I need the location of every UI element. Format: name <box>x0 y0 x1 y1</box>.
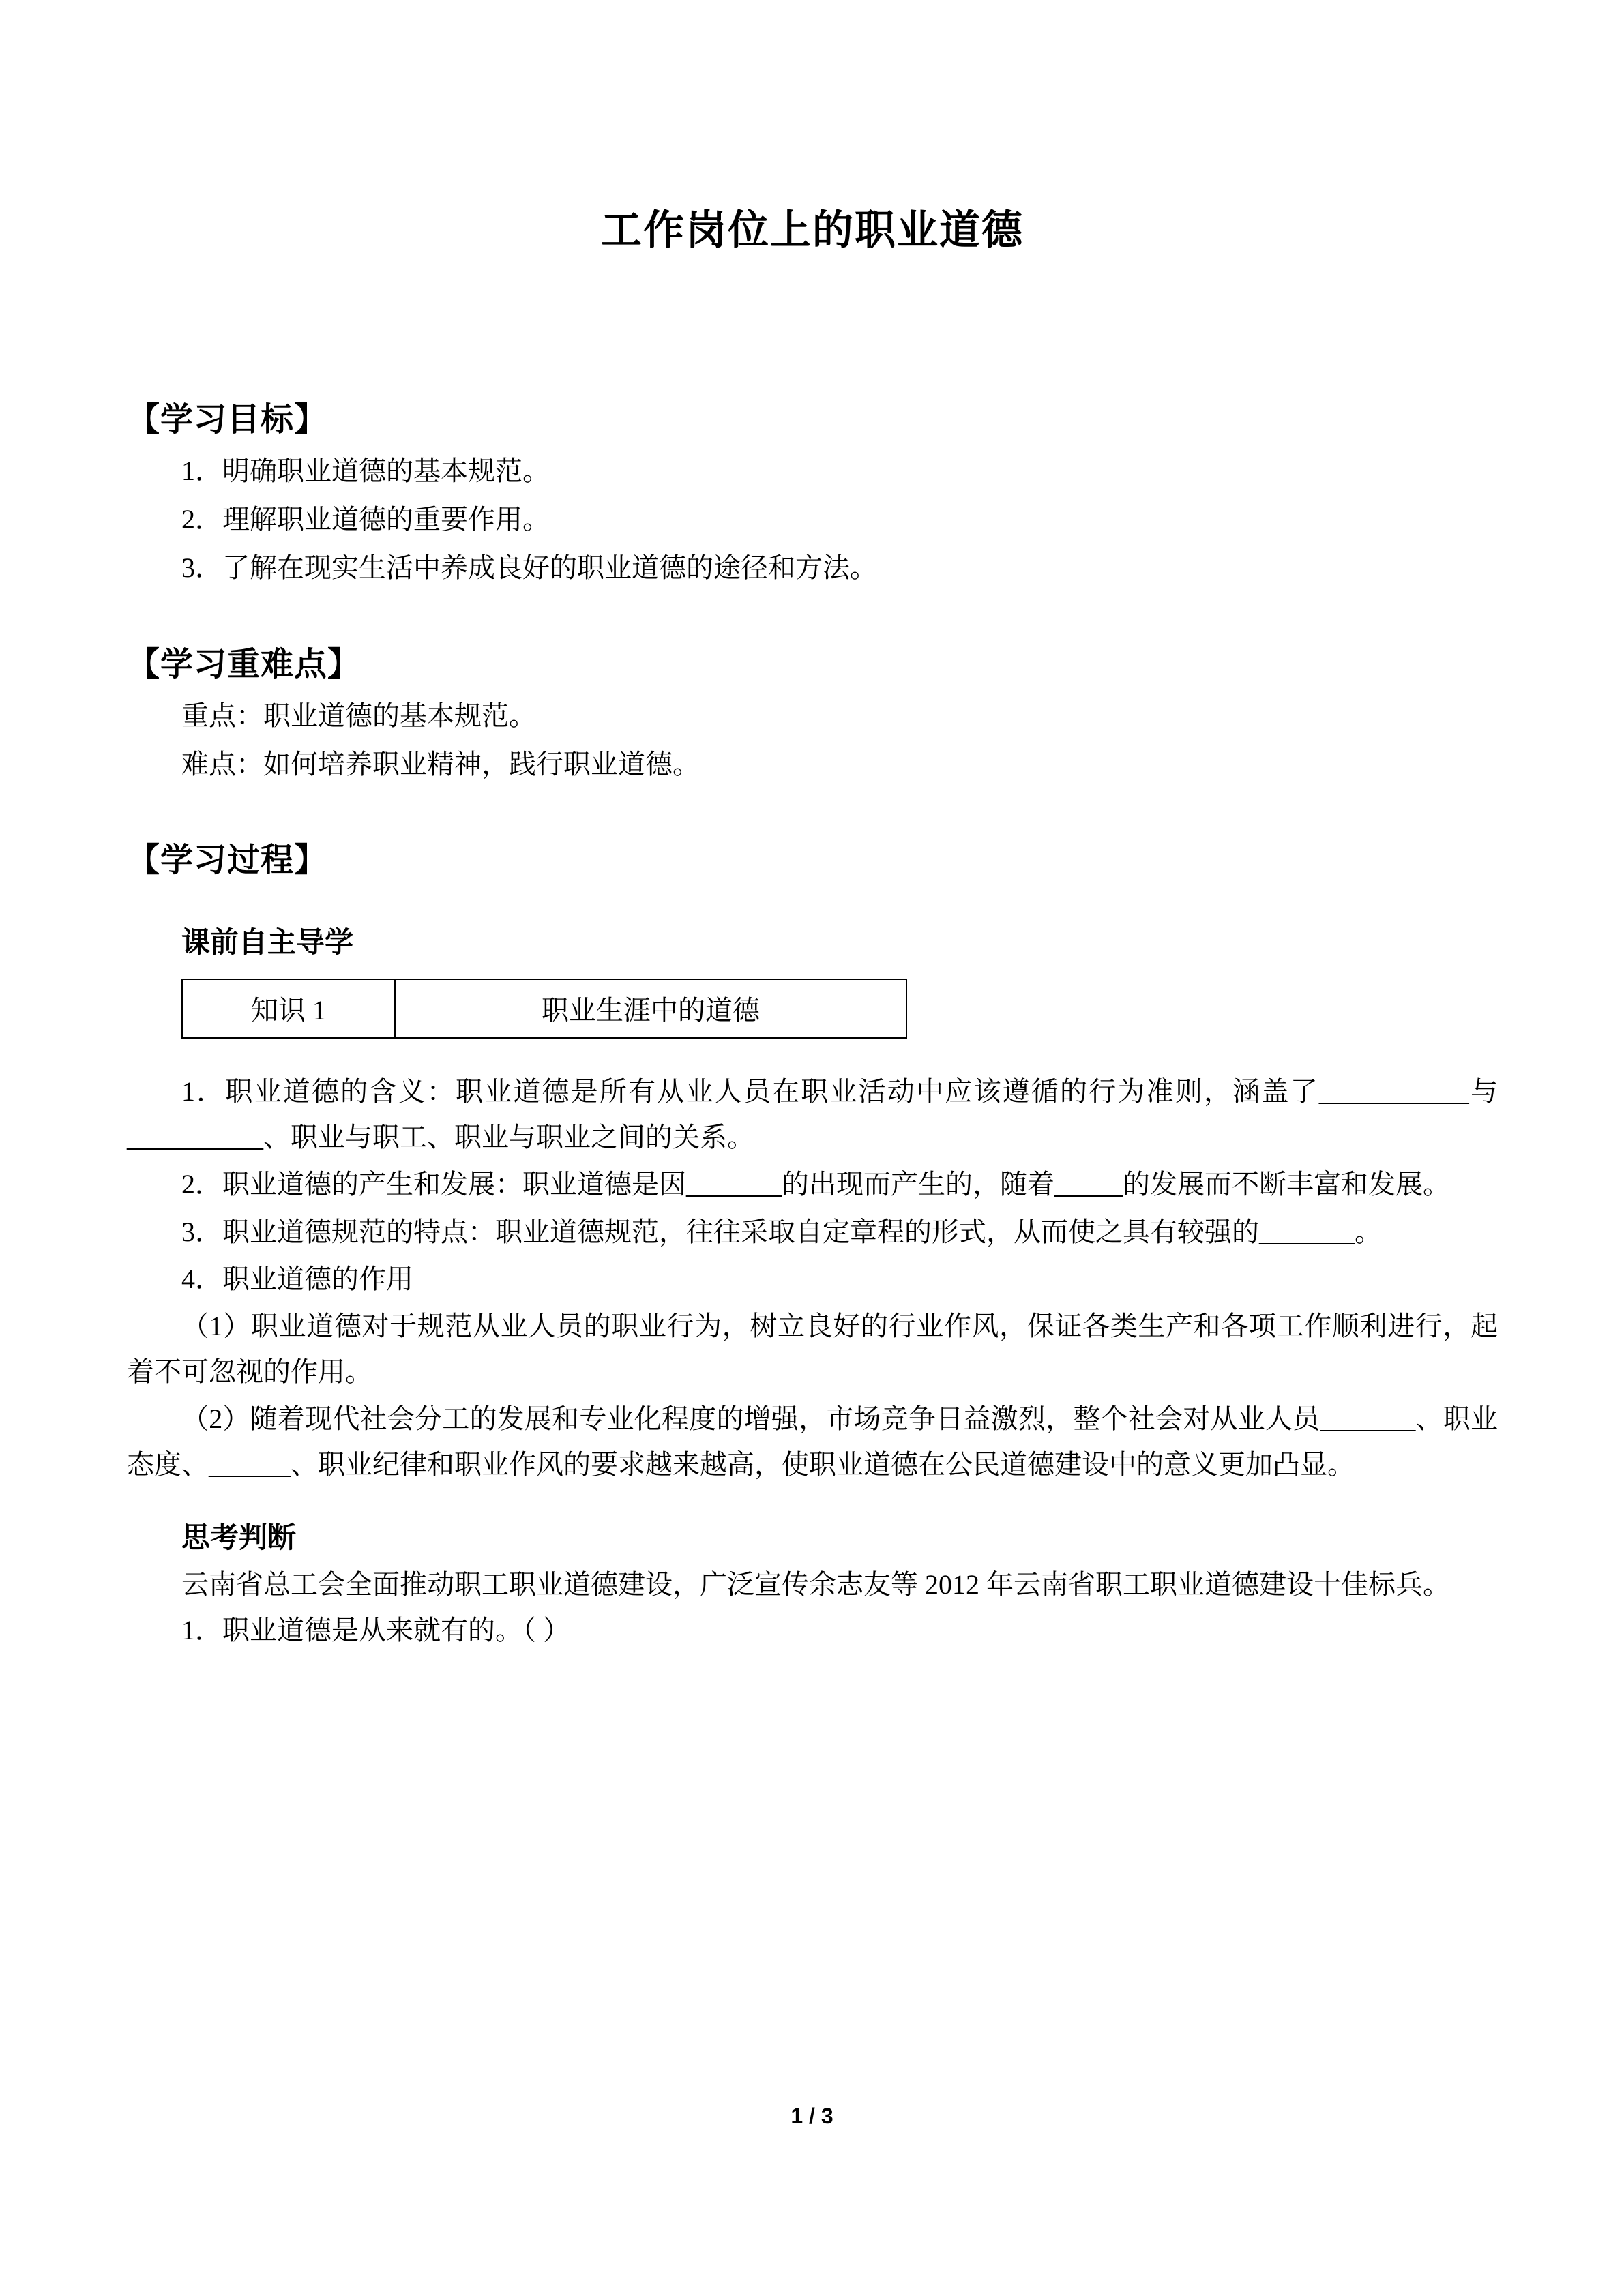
knowledge-item: 2．职业道德的产生和发展：职业道德是因_______的出现而产生的，随着_____的发展而不断丰富和发展。 <box>181 1169 1450 1200</box>
document-content <box>127 0 1498 1653</box>
knowledge-items <box>127 1069 1498 1488</box>
heading-learning-process: 【学习过程】 <box>127 841 328 878</box>
think-paragraph: 云南省总工会全面推动职工职业道德建设，广泛宣传余志友等 2012 年云南省职工职业道德建设十佳标兵。 <box>181 1568 1450 1600</box>
subheading-think-and-judge: 思考判断 <box>181 1521 297 1553</box>
think-item: 1．职业道德是从来就有的。（ ） <box>181 1614 570 1645</box>
knowledge-box <box>181 979 907 1039</box>
heading-learning-goals: 【学习目标】 <box>127 402 328 438</box>
knowledge-item: （1）职业道德对于规范从业人员的职业行为，树立良好的行业作风，保证各类生产和各项工作顺利进行，起着不可忽视的作用。 <box>127 1310 1498 1388</box>
knowledge-item: 3．职业道德规范的特点：职业道德规范，往往采取自定章程的形式，从而使之具有较强的_______。 <box>181 1216 1382 1247</box>
subheading-preclass-self-study: 课前自主导学 <box>181 925 354 958</box>
knowledge-item: （2）随着现代社会分工的发展和专业化程度的增强，市场竞争日益激烈，整个社会对从业人员_______、职业态度、______、职业纪律和职业作风的要求越来越高，使职业道德在公民道德建设中的意义更加凸显。 <box>127 1403 1498 1480</box>
page-title: 工作岗位上的职业道德 <box>601 207 1024 253</box>
heading-key-difficult-points: 【学习重难点】 <box>127 646 361 683</box>
keypoint-item: 重点：职业道德的基本规范。 <box>181 700 536 731</box>
knowledge-item: 4．职业道德的作用 <box>181 1263 413 1294</box>
learning-goal-item: 3．了解在现实生活中养成良好的职业道德的途径和方法。 <box>181 552 877 584</box>
knowledge-box-topic: 职业生涯中的道德 <box>542 995 760 1026</box>
learning-goal-item: 2．理解职业道德的重要作用。 <box>181 504 550 535</box>
page-number: 1 / 3 <box>791 2104 833 2128</box>
keypoint-item: 难点：如何培养职业精神，践行职业道德。 <box>181 748 700 779</box>
learning-goal-item: 1．明确职业道德的基本规范。 <box>181 456 550 486</box>
knowledge-item: 1．职业道德的含义：职业道德是所有从业人员在职业活动中应该遵循的行为准则，涵盖了___________与__________、职业与职工、职业与职业之间的关系。 <box>127 1075 1498 1153</box>
knowledge-box-label: 知识 1 <box>183 980 396 1037</box>
